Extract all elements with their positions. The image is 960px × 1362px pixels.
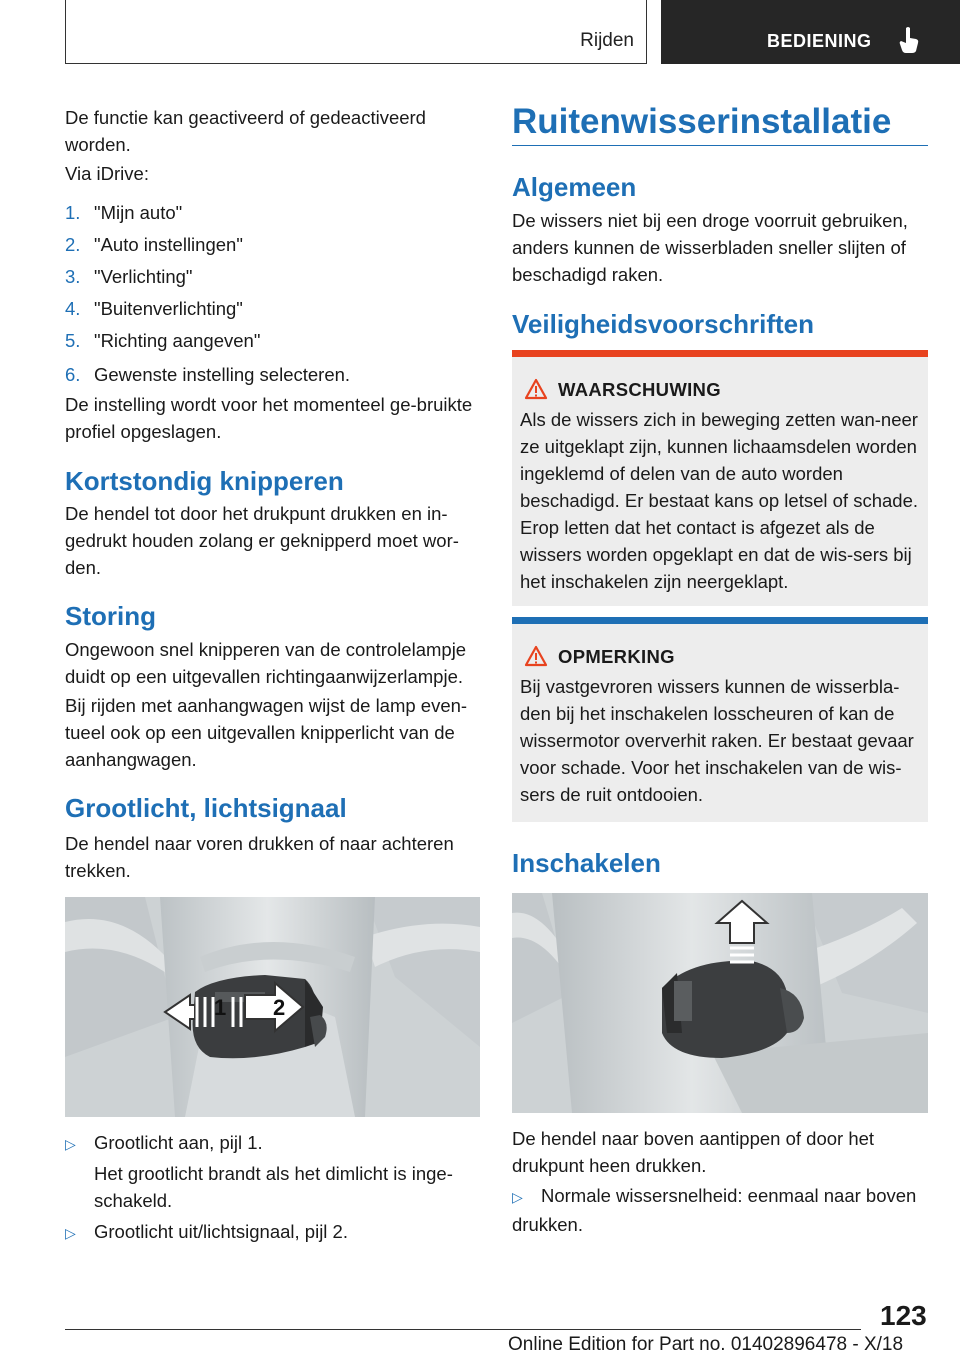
inschakelen-illustration: [512, 893, 928, 1113]
idrive-label: Via iDrive:: [65, 163, 149, 184]
arrow-label-1: 1: [214, 995, 227, 1020]
triangle-bullet-icon: ▷: [512, 1189, 523, 1205]
heading-grootlicht: Grootlicht, lichtsignaal: [65, 793, 347, 823]
storing-paragraph-1: Ongewoon snel knipperen van de controlelampje duidt op een uitgevallen richtingaanwijzerlampje.: [65, 639, 467, 687]
stalk-illustration: [65, 897, 480, 1117]
hand-pointer-icon: [897, 26, 921, 54]
step-text: "Richting aangeven": [94, 330, 261, 351]
step-item: [65, 327, 260, 354]
step-item: [65, 361, 350, 388]
algemeen-paragraph: De wissers niet bij een droge voorruit gebruiken, anders kunnen de wisserbladen sneller slijten of beschadigd raken.: [512, 210, 908, 285]
step-number: 2.: [65, 234, 81, 255]
bullet-text: Grootlicht aan, pijl 1.: [94, 1132, 263, 1153]
heading-veiligheid: Veiligheidsvoorschriften: [512, 309, 814, 339]
warning-box: [512, 350, 928, 606]
profile-note: De instelling wordt voor het momenteel ge-bruikte profiel opgeslagen.: [65, 394, 473, 442]
arrow-label-2: 2: [273, 995, 286, 1020]
bullet-subtext: Het grootlicht brandt als het dimlicht is inge-schakeld.: [94, 1163, 453, 1211]
bullet-text: Normale wissersnelheid: eenmaal naar boven drukken.: [512, 1185, 917, 1235]
title-rule: [512, 145, 928, 146]
heading-inschakelen: Inschakelen: [512, 848, 661, 878]
notice-box: [512, 617, 928, 822]
list-item: [512, 1182, 928, 1238]
kortstondig-paragraph: De hendel tot door het drukpunt drukken en in-gedrukt houden zolang er geknipperd moet wor-den.: [65, 503, 459, 578]
page-number: 123: [880, 1300, 927, 1331]
heading-algemeen: Algemeen: [512, 172, 637, 202]
step-number: 4.: [65, 298, 81, 319]
notice-bar: [512, 617, 928, 624]
grootlicht-illustration: [65, 897, 480, 1117]
header-chapter-label: BEDIENING: [767, 31, 872, 51]
step-item: [65, 295, 243, 322]
step-text: "Auto instellingen": [94, 234, 243, 255]
footer-rule: [65, 1329, 861, 1330]
notice-text: Bij vastgevroren wissers kunnen de wisserbla-den bij het inschakelen losscheuren of kan de wissermotor oververhit raken. Er bestaat gevaar voor schade. Voor het inschakelen van de wis-sers de ruit ontdooien.: [520, 676, 914, 805]
heading-kortstondig: Kortstondig knipperen: [65, 466, 344, 496]
step-item: [65, 199, 182, 226]
step-text: "Verlichting": [94, 266, 193, 287]
storing-paragraph-2: Bij rijden met aanhangwagen wijst de lamp even-tueel ook op een uitgevallen knipperlicht van de aanhangwagen.: [65, 695, 468, 770]
header-section-label: Rijden: [580, 30, 634, 51]
step-number: 1.: [65, 202, 81, 223]
footer-edition: Online Edition for Part no. 01402896478 - X/18: [508, 1334, 904, 1355]
inschakelen-paragraph: De hendel naar boven aantippen of door het drukpunt heen drukken.: [512, 1128, 875, 1176]
step-number: 6.: [65, 364, 81, 385]
notice-triangle-icon: [524, 645, 548, 667]
list-item: [65, 1218, 480, 1247]
notice-title: OPMERKING: [558, 646, 675, 667]
header-section-box: [65, 0, 647, 64]
triangle-bullet-icon: ▷: [65, 1225, 76, 1241]
step-item: [65, 263, 193, 290]
header-chapter-box: [661, 0, 960, 64]
grootlicht-paragraph: De hendel naar voren drukken of naar achteren trekken.: [65, 833, 454, 881]
warning-triangle-icon: [524, 378, 548, 400]
step-text: Gewenste instelling selecteren.: [94, 364, 351, 385]
intro-paragraph: De functie kan geactiveerd of gedeactiveerd worden.: [65, 107, 426, 155]
bullet-text: Grootlicht uit/lichtsignaal, pijl 2.: [94, 1221, 348, 1242]
warning-title: WAARSCHUWING: [558, 379, 721, 400]
step-text: "Buitenverlichting": [94, 298, 243, 319]
warning-bar: [512, 350, 928, 357]
step-item: [65, 231, 243, 258]
step-number: 3.: [65, 266, 81, 287]
wiper-stalk-illustration: [512, 893, 928, 1113]
step-text: "Mijn auto": [94, 202, 183, 223]
heading-storing: Storing: [65, 601, 156, 631]
list-item: [65, 1129, 480, 1158]
step-number: 5.: [65, 330, 81, 351]
warning-text: Als de wissers zich in beweging zetten wan-neer ze uitgeklapt zijn, kunnen lichaamsdelen worden ingeklemd of delen van de auto worden beschadigd. Er bestaat kans op letsel of schade. Erop letten dat het contact is afgezet als de wissers worden opgeklapt en dat de wis-sers bij het inschakelen zijn neergeklapt.: [520, 409, 919, 592]
triangle-bullet-icon: ▷: [65, 1136, 76, 1152]
page-title: Ruitenwisserinstallatie: [512, 102, 892, 141]
